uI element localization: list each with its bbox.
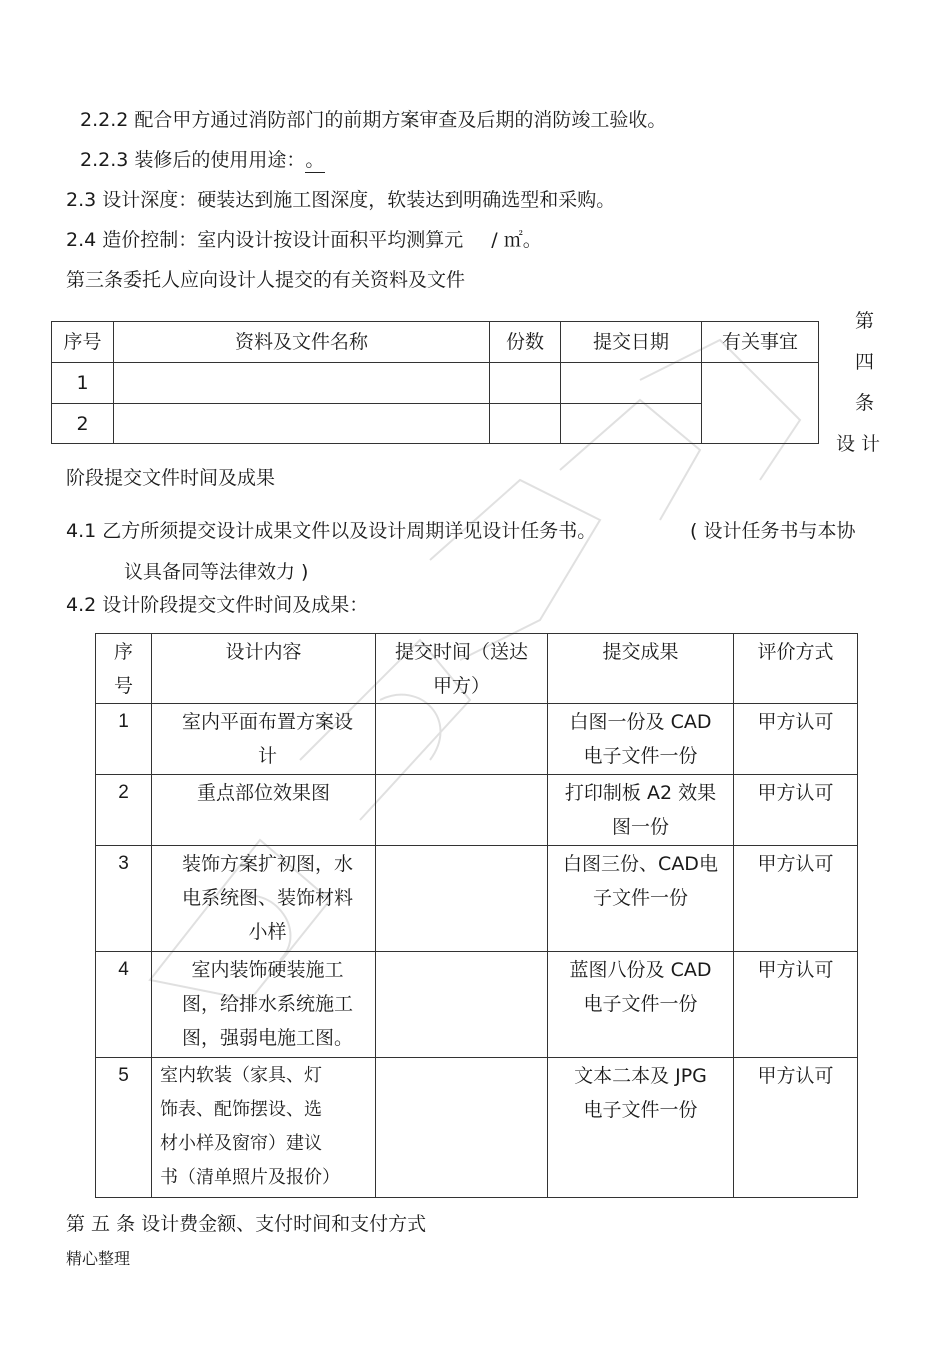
row-result: 文本二本及 JPG 电子文件一份	[548, 1058, 734, 1198]
row-content: 装饰方案扩初图，水 电系统图、装饰材料 小样	[152, 846, 376, 952]
table-row	[96, 846, 858, 952]
header-note: 有关事宜	[702, 322, 819, 363]
row-result: 蓝图八份及 CAD 电子文件一份	[548, 952, 734, 1058]
header-no: 序号	[52, 322, 114, 363]
row-date	[561, 404, 702, 444]
clause-2-4	[66, 228, 542, 252]
header-result: 提交成果	[548, 634, 734, 704]
header-no: 序 号	[96, 634, 152, 704]
row-time	[376, 952, 548, 1058]
row-name	[114, 363, 490, 404]
clause-2-2-3-text: 2.2.3 装修后的使用用途：	[80, 149, 306, 171]
header-time: 提交时间（送达 甲方）	[376, 634, 548, 704]
clause-2-3: 2.3 设计深度：硬装达到施工图深度，软装达到明确选型和采购。	[66, 189, 616, 211]
header-eval: 评价方式	[734, 634, 858, 704]
row-no: 1	[96, 704, 152, 775]
article-5-title: 第 五 条 设计费金额、支付时间和支付方式	[66, 1213, 427, 1235]
table-row	[96, 952, 858, 1058]
row-result: 白图一份及 CAD 电子文件一份	[548, 704, 734, 775]
header-name: 资料及文件名称	[114, 322, 490, 363]
table-row	[96, 1058, 858, 1198]
row-content: 室内装饰硬装施工 图，给排水系统施工 图，强弱电施工图。	[152, 952, 376, 1058]
row-result: 打印制板 A2 效果 图一份	[548, 775, 734, 846]
header-content: 设计内容	[152, 634, 376, 704]
article-4-side-1: 第	[855, 310, 875, 332]
article-4-title: 阶段提交文件时间及成果	[66, 467, 276, 489]
header-date: 提交日期	[561, 322, 702, 363]
header-count: 份数	[490, 322, 561, 363]
row-date	[561, 363, 702, 404]
row-eval: 甲方认可	[734, 704, 858, 775]
row-eval: 甲方认可	[734, 1058, 858, 1198]
clause-2-4-unit: / ㎡。	[491, 229, 542, 251]
clause-2-4-text: 2.4 造价控制：室内设计按设计面积平均测算元	[66, 229, 464, 251]
row-no: 3	[96, 846, 152, 952]
table-row	[52, 363, 819, 404]
row-note	[702, 363, 819, 444]
row-no: 5	[96, 1058, 152, 1198]
row-count	[490, 363, 561, 404]
clause-4-1-note: ( 设计任务书与本协	[690, 520, 856, 542]
clause-4-1-note-cont: 议具备同等法律效力 )	[124, 561, 309, 583]
deliverables-table	[95, 633, 858, 1198]
row-eval: 甲方认可	[734, 846, 858, 952]
row-no: 1	[52, 363, 114, 404]
row-content: 重点部位效果图	[152, 775, 376, 846]
row-time	[376, 775, 548, 846]
row-no: 4	[96, 952, 152, 1058]
materials-table	[51, 321, 819, 444]
clause-4-1: 4.1 乙方所须提交设计成果文件以及设计周期详见设计任务书。	[66, 520, 597, 542]
row-time	[376, 1058, 548, 1198]
row-no: 2	[52, 404, 114, 444]
article-3-title: 第三条委托人应向设计人提交的有关资料及文件	[66, 269, 466, 291]
row-content: 室内软装（家具、灯 饰表、配饰摆设、选 材小样及窗帘）建议 书（清单照片及报价）	[152, 1058, 376, 1198]
clause-2-2-3	[80, 148, 325, 173]
row-result: 白图三份、CAD电 子文件一份	[548, 846, 734, 952]
row-eval: 甲方认可	[734, 952, 858, 1058]
row-no: 2	[96, 775, 152, 846]
clause-4-2: 4.2 设计阶段提交文件时间及成果：	[66, 594, 369, 616]
usage-blank: 。	[305, 149, 325, 171]
row-eval: 甲方认可	[734, 775, 858, 846]
article-4-side-3: 条	[855, 392, 875, 414]
table-row	[96, 775, 858, 846]
article-4-side-4: 设 计	[836, 433, 881, 455]
row-time	[376, 846, 548, 952]
article-4-side-2: 四	[855, 351, 875, 373]
footer-text: 精心整理	[66, 1249, 131, 1268]
clause-2-2-2: 2.2.2 配合甲方通过消防部门的前期方案审查及后期的消防竣工验收。	[80, 109, 667, 131]
row-name	[114, 404, 490, 444]
row-content: 室内平面布置方案设 计	[152, 704, 376, 775]
row-count	[490, 404, 561, 444]
row-time	[376, 704, 548, 775]
table-row	[96, 704, 858, 775]
